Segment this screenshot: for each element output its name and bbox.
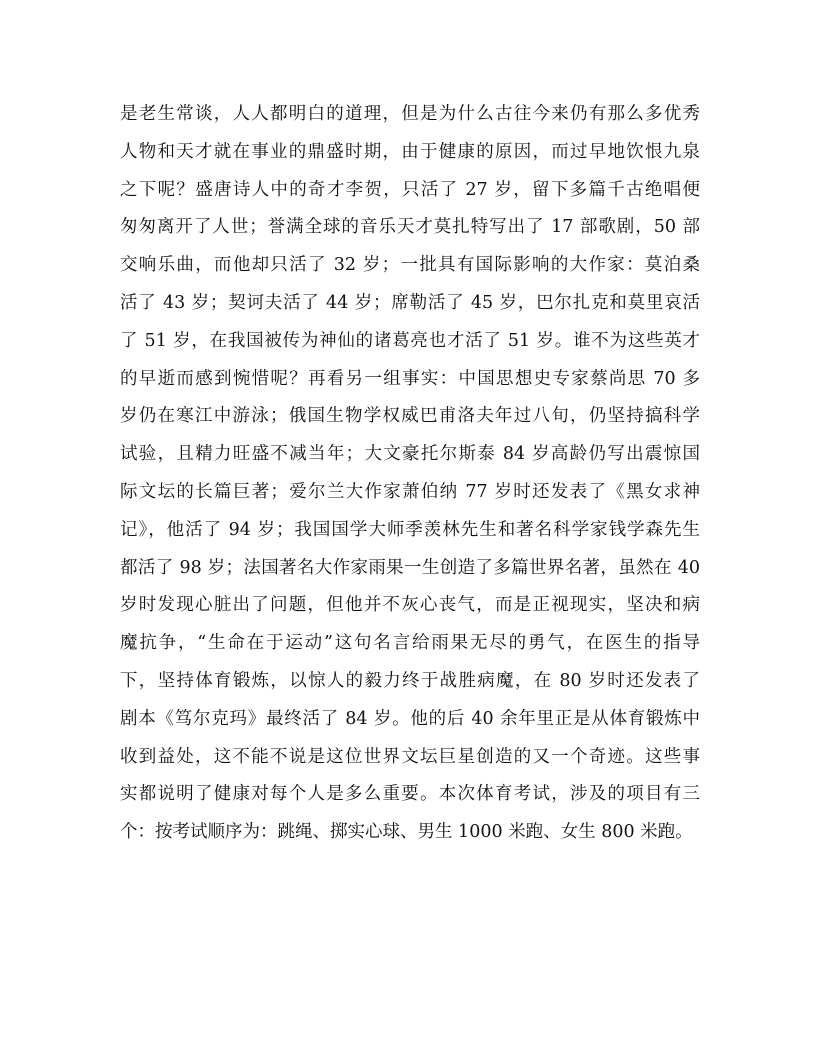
paragraph-line: 是老生常谈，人人都明白的道理，但是为什么古往今来仍有那么多优秀 (120, 104, 700, 124)
paragraph-line: 人物和天才就在事业的鼎盛时期，由于健康的原因，而过早地饮恨九泉 (120, 141, 700, 162)
paragraph-line: 下，坚持体育锻炼，以惊人的毅力终于战胜病魔，在 80 岁时还发表了 (120, 670, 700, 691)
paragraph-line: 岁仍在寒江中游泳；俄国生物学权威巴甫洛夫年过八旬，仍坚持搞科学 (120, 406, 700, 427)
paragraph-line: 试验，且精力旺盛不减当年；大文豪托尔斯泰 84 岁高龄仍写出震惊国 (120, 444, 700, 465)
body-paragraph (120, 96, 700, 852)
paragraph-line: 个：按考试顺序为：跳绳、掷实心球、男生 1000 米跑、女生 800 米跑。 (120, 822, 693, 843)
paragraph-line: 之下呢？盛唐诗人中的奇才李贺，只活了 27 岁，留下多篇千古绝唱便 (120, 179, 700, 200)
paragraph-line: 魔抗争，“生命在于运动”这句名言给雨果无尽的勇气，在医生的指导 (120, 633, 700, 654)
paragraph-line: 活了 43 岁；契诃夫活了 44 岁；席勒活了 45 岁，巴尔扎克和莫里哀活 (120, 292, 700, 313)
paragraph-line: 记》，他活了 94 岁；我国国学大师季羡林先生和著名科学家钱学森先生 (120, 519, 700, 540)
paragraph-line: 收到益处，这不能不说是这位世界文坛巨星创造的又一个奇迹。这些事 (120, 746, 700, 767)
paragraph-line: 交响乐曲，而他却只活了 32 岁；一批具有国际影响的大作家：莫泊桑 (120, 255, 700, 276)
paragraph-line: 际文坛的长篇巨著；爱尔兰大作家萧伯纳 77 岁时还发表了《黑女求神 (120, 481, 700, 502)
paragraph-line: 剧本《笃尔克玛》最终活了 84 岁。他的后 40 余年里正是从体育锻炼中 (120, 708, 700, 729)
paragraph-line: 了 51 岁，在我国被传为神仙的诸葛亮也才活了 51 岁。谁不为这些英才 (120, 330, 700, 351)
paragraph-line: 实都说明了健康对每个人是多么重要。本次体育考试，涉及的项目有三 (120, 784, 700, 805)
paragraph-line: 岁时发现心脏出了问题，但他并不灰心丧气，而是正视现实，坚决和病 (120, 595, 700, 616)
paragraph-line: 匆匆离开了人世；誉满全球的音乐天才莫扎特写出了 17 部歌剧，50 部 (120, 217, 700, 238)
paragraph-line: 都活了 98 岁；法国著名大作家雨果一生创造了多篇世界名著，虽然在 40 (120, 557, 700, 578)
paragraph-line: 的早逝而感到惋惜呢？再看另一组事实：中国思想史专家蔡尚思 70 多 (120, 368, 700, 389)
